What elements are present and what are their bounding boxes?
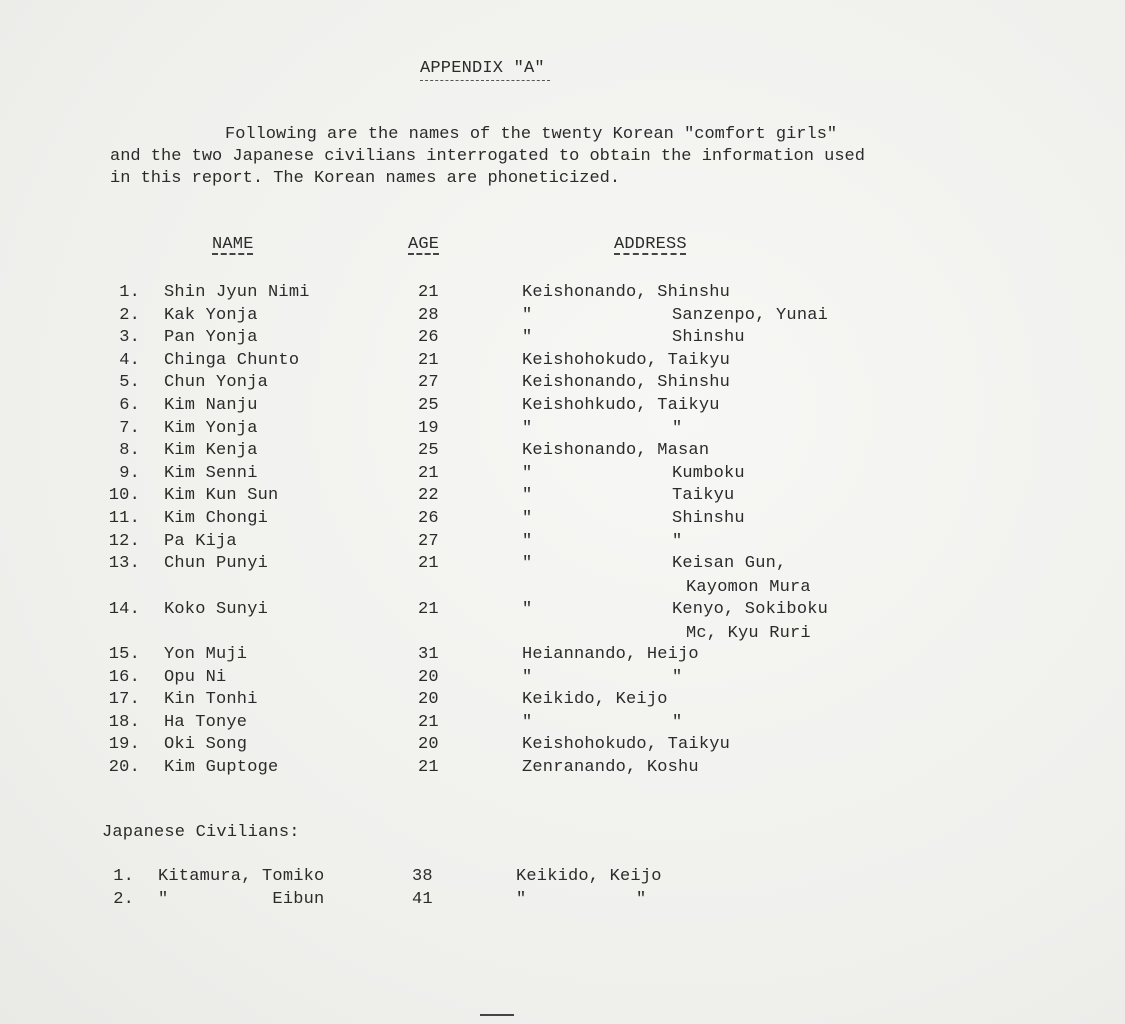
row-number: 7. — [119, 418, 140, 438]
row-address-city: Shinshu — [672, 509, 745, 528]
row-age: 21 — [418, 599, 439, 619]
row-age: 21 — [418, 350, 439, 370]
row-address-province: Keishonando, Shinshu — [522, 373, 731, 393]
row-address-province: " — [522, 418, 533, 438]
row-age: 27 — [418, 373, 439, 393]
row-name: Pan Yonja — [164, 328, 258, 348]
row-age: 27 — [418, 531, 439, 551]
row-address-province: " — [522, 463, 533, 483]
row-age: 20 — [418, 690, 439, 710]
row-address-province: " — [522, 328, 533, 348]
row-address-province: " — [522, 667, 533, 687]
row-address-extra: Mc, Kyu Ruri — [686, 623, 811, 643]
row-name: Kim Senni — [164, 463, 258, 483]
row-address-city: " — [672, 418, 683, 438]
row-address-province: " — [522, 305, 533, 325]
row-address-province: Keikido, Keijo — [522, 690, 668, 710]
row-number: 18. — [108, 712, 140, 732]
row-address-province: " — [522, 531, 533, 551]
row-number: 20. — [108, 758, 140, 777]
row-age: 41 — [412, 889, 433, 909]
row-name: Chun Yonja — [164, 373, 269, 393]
row-address-city: Kenyo, Sokiboku — [672, 599, 829, 619]
row-number: 15. — [108, 645, 140, 664]
row-number: 8. — [119, 441, 140, 461]
row-number: 3. — [119, 328, 140, 348]
row-age: 38 — [412, 867, 433, 886]
header-address: ADDRESS — [614, 235, 687, 254]
header-age: AGE — [408, 235, 440, 254]
row-address-province: Heiannando, Heijo — [522, 645, 699, 664]
row-age: 21 — [418, 283, 439, 302]
row-address-province: " — [522, 509, 533, 528]
row-name: Kim Guptoge — [164, 758, 279, 777]
row-name: Pa Kija — [164, 531, 237, 551]
row-number: 2. — [119, 305, 140, 325]
row-name: Kim Kenja — [164, 441, 258, 461]
row-age: 22 — [418, 486, 439, 506]
header-name: NAME — [212, 235, 254, 254]
row-name: Kim Chongi — [164, 509, 269, 528]
row-age: 21 — [418, 712, 439, 732]
japanese-heading: Japanese Civilians: — [102, 823, 300, 842]
row-address-city: Sanzenpo, Yunai — [672, 305, 829, 325]
row-address-city: " — [672, 531, 683, 551]
row-number: 1. — [113, 867, 134, 886]
row-number: 6. — [119, 396, 140, 415]
row-number: 13. — [108, 554, 140, 574]
row-address-province: " — [516, 889, 527, 909]
row-number: 16. — [108, 667, 140, 687]
row-name: Kim Yonja — [164, 418, 258, 438]
row-address-city: Keisan Gun, — [672, 554, 787, 574]
row-age: 21 — [418, 554, 439, 574]
row-address-city: Taikyu — [672, 486, 735, 506]
intro-paragraph — [110, 124, 870, 190]
row-name: Kitamura, Tomiko — [158, 867, 325, 886]
row-number: 12. — [108, 531, 140, 551]
row-age: 20 — [418, 667, 439, 687]
row-age: 25 — [418, 396, 439, 415]
row-number: 17. — [108, 690, 140, 710]
title-underline — [420, 80, 550, 81]
row-number: 11. — [108, 509, 140, 528]
row-name: Opu Ni — [164, 667, 227, 687]
row-number: 19. — [108, 735, 140, 755]
row-name: Koko Sunyi — [164, 599, 269, 619]
row-address-extra: Kayomon Mura — [686, 578, 811, 598]
row-name: Kin Tonhi — [164, 690, 258, 710]
row-address-province: Keishonando, Shinshu — [522, 283, 731, 302]
row-name: Kak Yonja — [164, 305, 258, 325]
row-address-province: Keikido, Keijo — [516, 867, 662, 886]
row-age: 20 — [418, 735, 439, 755]
row-age: 25 — [418, 441, 439, 461]
row-address-province: " — [522, 712, 533, 732]
row-name: " Eibun — [158, 889, 325, 909]
row-address-city: " — [672, 667, 683, 687]
row-address-city: Kumboku — [672, 463, 745, 483]
row-number: 9. — [119, 463, 140, 483]
row-number: 1. — [119, 283, 140, 302]
row-name: Yon Muji — [164, 645, 248, 664]
row-address-province: " — [522, 486, 533, 506]
page-title: APPENDIX "A" — [420, 59, 545, 78]
row-age: 28 — [418, 305, 439, 325]
row-address-city: Shinshu — [672, 328, 745, 348]
row-number: 10. — [108, 486, 140, 506]
row-age: 19 — [418, 418, 439, 438]
row-name: Ha Tonye — [164, 712, 248, 732]
row-number: 14. — [108, 599, 140, 619]
row-age: 26 — [418, 509, 439, 528]
row-address-province: Zenranando, Koshu — [522, 758, 699, 777]
row-address-province: Keishonando, Masan — [522, 441, 710, 461]
row-number: 5. — [119, 373, 140, 393]
row-name: Kim Kun Sun — [164, 486, 279, 506]
row-address-city: " — [636, 889, 647, 909]
row-number: 2. — [113, 889, 134, 909]
row-age: 21 — [418, 758, 439, 777]
row-address-province: " — [522, 554, 533, 574]
row-name: Oki Song — [164, 735, 248, 755]
row-name: Kim Nanju — [164, 396, 258, 415]
row-address-province: Keishohokudo, Taikyu — [522, 735, 731, 755]
row-age: 26 — [418, 328, 439, 348]
row-address-province: Keishohokudo, Taikyu — [522, 350, 731, 370]
row-name: Shin Jyun Nimi — [164, 283, 310, 302]
row-address-province: " — [522, 599, 533, 619]
intro-text: Following are the names of the twenty Korean "comfort girls" and the two Japanese civilians interrogated to obtain the information used in this report. The Korean names are phoneticized. — [110, 125, 865, 188]
row-address-city: " — [672, 712, 683, 732]
row-age: 31 — [418, 645, 439, 664]
row-address-province: Keishohkudo, Taikyu — [522, 396, 720, 415]
row-age: 21 — [418, 463, 439, 483]
row-name: Chun Punyi — [164, 554, 269, 574]
page-footer-mark — [480, 1014, 514, 1016]
row-number: 4. — [119, 350, 140, 370]
row-name: Chinga Chunto — [164, 350, 300, 370]
